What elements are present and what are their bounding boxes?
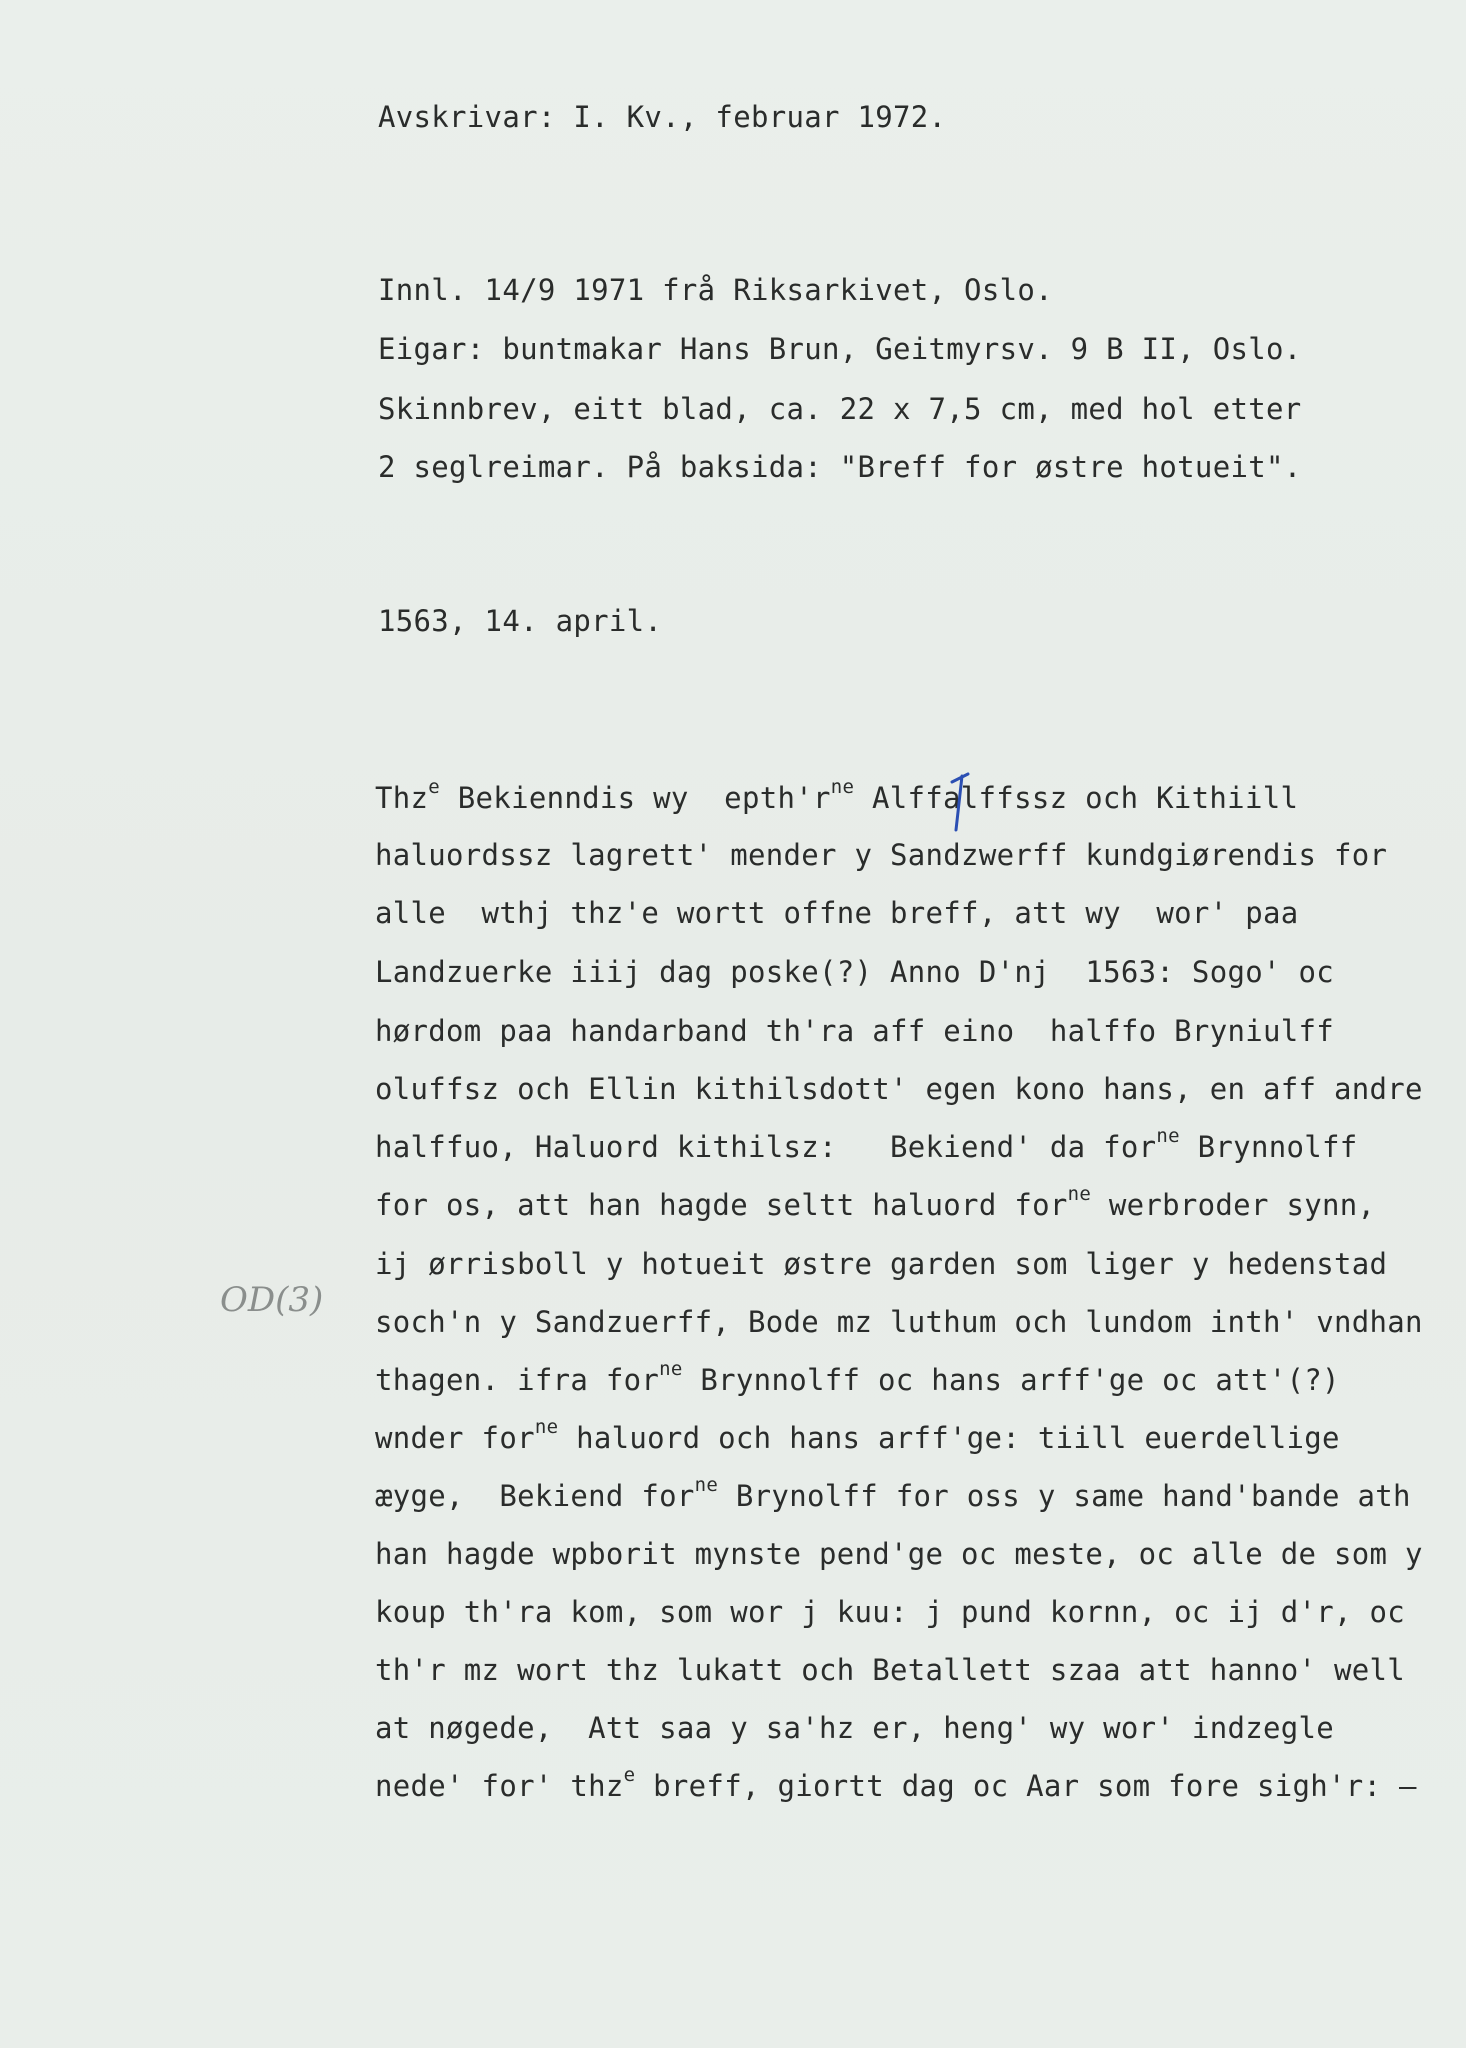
margin-annotation: OD(3) bbox=[220, 1280, 324, 1320]
body-line-11: thagen. ifra for$^{ne}$ Brynnolff oc hans arff'ge oc att'(?) bbox=[375, 1358, 1340, 1397]
body-line-1: Thz$^e$ Bekienndis wy $epth'r^{ne}$ Alffalffssz och Kithiill bbox=[375, 776, 1299, 815]
body-line-5: hørdom paa handarband th'ra aff eino halffo Bryniulff bbox=[375, 1014, 1335, 1048]
body-line-9: ij ørrisboll y hotueit østre garden som liger y hedenstad bbox=[375, 1247, 1388, 1281]
description-line-2: 2 seglreimar. På baksida: "Breff for østre hotueit". bbox=[378, 450, 1302, 484]
body-line-7: halffuo, Haluord kithilsz: Bekiend' da for$^{ne}$ Brynnolff bbox=[375, 1125, 1358, 1164]
body-line-4: Landzuerke iiij dag poske(?) Anno D'nj 1563: Sogo' oc bbox=[375, 955, 1335, 989]
date-line: 1563, 14. april. bbox=[378, 604, 663, 638]
body-line-15: koup th'ra kom, som wor j kuu: j pund kornn, oc ij d'r, oc bbox=[375, 1595, 1406, 1629]
body-line-2: haluordssz lagrett' mender y Sandzwerff kundgiørendis for bbox=[375, 838, 1388, 872]
body-line-16: th'r mz wort thz lukatt och Betallett szaa att hanno' well bbox=[375, 1653, 1406, 1687]
body-line-17: at nøgede, Att saa y sa'hz er, heng' wy wor' indzegle bbox=[375, 1711, 1335, 1745]
owner-line: Eigar: buntmakar Hans Brun, Geitmyrsv. 9 B II, Oslo. bbox=[378, 332, 1302, 366]
correction-mark bbox=[948, 772, 974, 834]
body-line-13: æyge, Bekiend for$^{ne}$ Brynolff for oss y same hand'bande ath bbox=[375, 1474, 1411, 1513]
transcriber-line: Avskrivar: I. Kv., februar 1972. bbox=[378, 100, 947, 134]
body-line-3: alle wthj thz'e wortt offne breff, att wy wor' paa bbox=[375, 896, 1299, 930]
body-line-10: soch'n y Sandzuerff, Bode mz luthum och lundom inth' vndhan bbox=[375, 1305, 1423, 1339]
body-line-8: for os, att han hagde seltt haluord for$^{ne}$ werbroder synn, bbox=[375, 1183, 1376, 1222]
body-line-14: han hagde wpborit mynste pend'ge oc meste, oc alle de som y bbox=[375, 1537, 1423, 1571]
body-line-18: nede' for' thz$^e$ breff, giortt dag oc Aar som fore sigh'r: — bbox=[375, 1764, 1417, 1803]
received-line: Innl. 14/9 1971 frå Riksarkivet, Oslo. bbox=[378, 273, 1053, 307]
body-line-12: wnder for$^{ne}$ haluord och hans arff'ge: tiill euerdellige bbox=[375, 1416, 1340, 1455]
description-line-1: Skinnbrev, eitt blad, ca. 22 x 7,5 cm, med hol etter bbox=[378, 392, 1302, 426]
body-line-6: oluffsz och Ellin kithilsdott' egen kono hans, en aff andre bbox=[375, 1072, 1423, 1106]
